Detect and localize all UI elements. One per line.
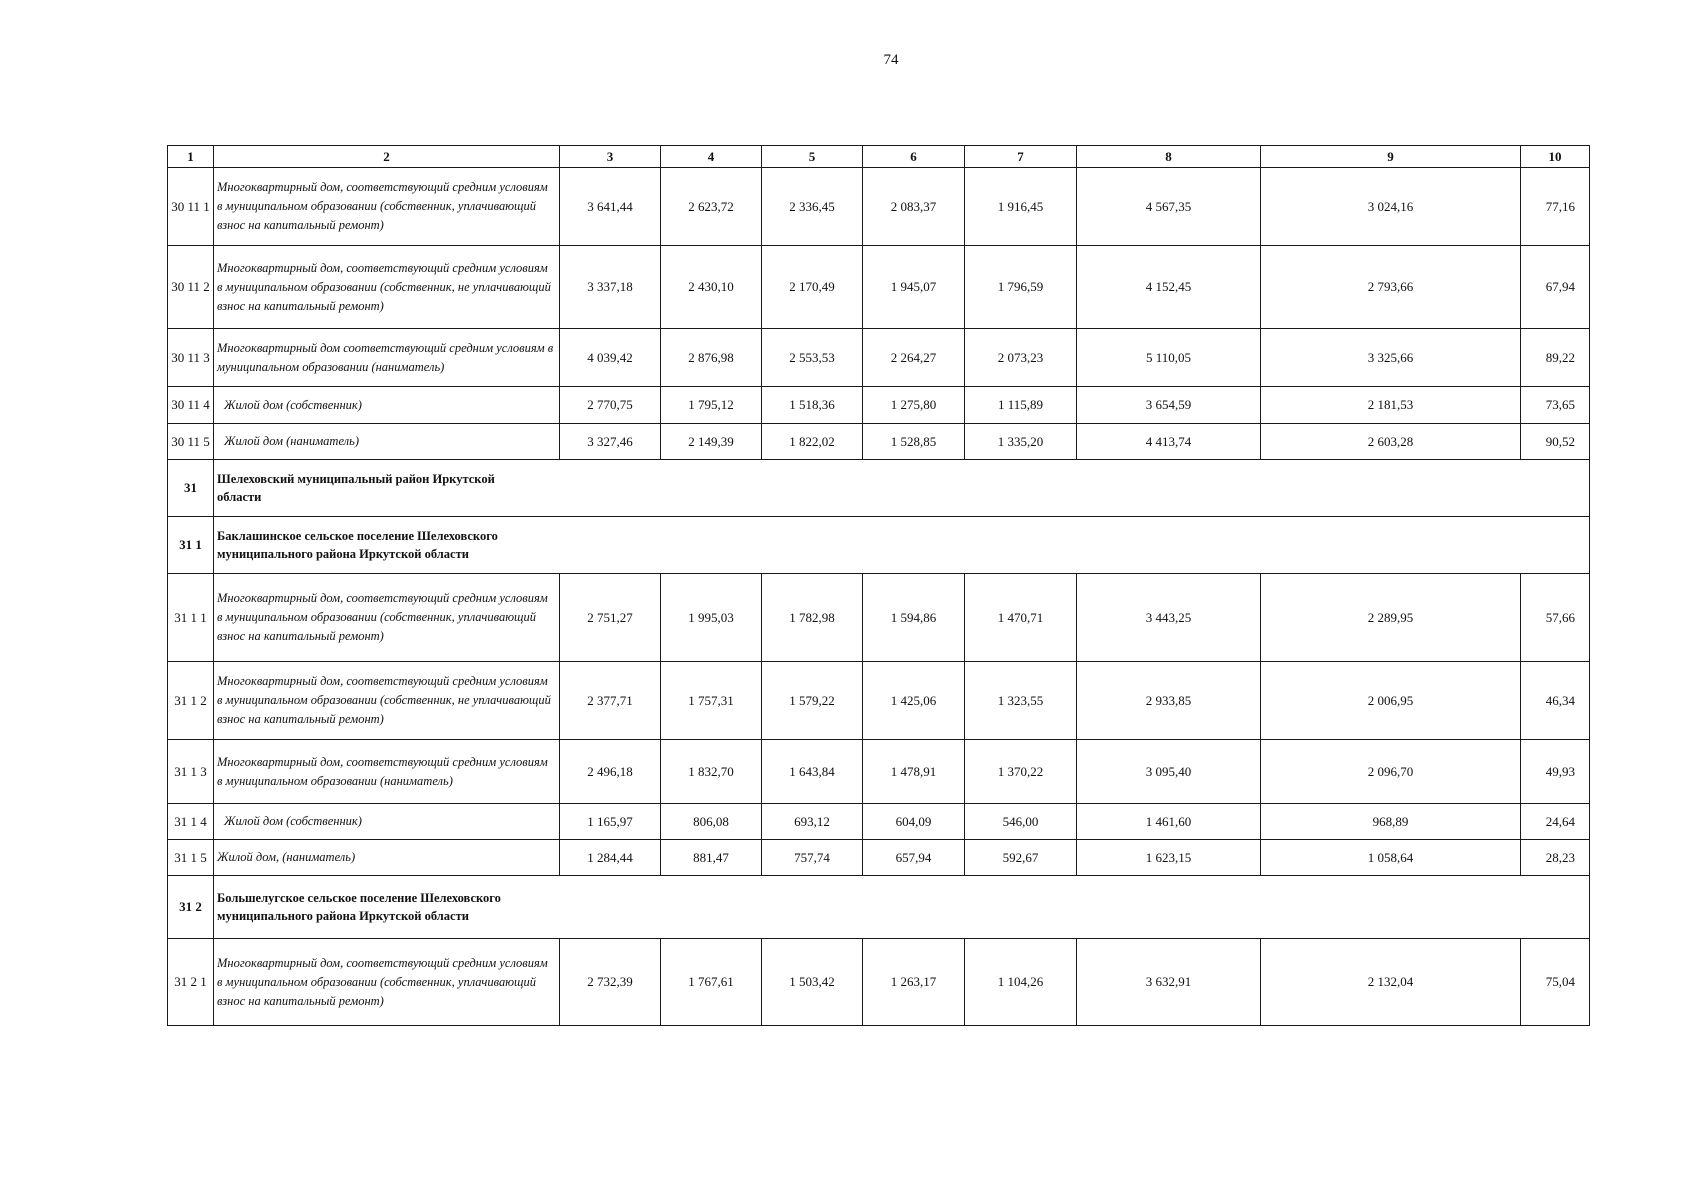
- column-header: 4: [661, 146, 762, 168]
- value-cell: 3 325,66: [1261, 329, 1521, 387]
- value-cell: 75,04: [1521, 939, 1590, 1026]
- row-name: Многоквартирный дом, соответствующий средним условиям в муниципальном образовании (собственник, не уплачивающий взнос на капитальный ремонт): [214, 246, 560, 329]
- value-cell: 2 770,75: [560, 387, 661, 424]
- row-code: 31 1 5: [168, 840, 214, 876]
- value-cell: 1 503,42: [762, 939, 863, 1026]
- value-cell: 46,34: [1521, 662, 1590, 740]
- value-cell: 2 132,04: [1261, 939, 1521, 1026]
- value-cell: 2 496,18: [560, 740, 661, 804]
- value-cell: 2 170,49: [762, 246, 863, 329]
- table-row: [168, 329, 1590, 387]
- value-cell: 1 104,26: [965, 939, 1077, 1026]
- row-name: Многоквартирный дом, соответствующий средним условиям в муниципальном образовании (собственник, уплачивающий взнос на капитальный ремонт): [214, 168, 560, 246]
- row-name: Жилой дом (наниматель): [214, 424, 560, 460]
- value-cell: 24,64: [1521, 804, 1590, 840]
- value-cell: 2 623,72: [661, 168, 762, 246]
- row-name: Жилой дом, (наниматель): [214, 840, 560, 876]
- column-header: 10: [1521, 146, 1590, 168]
- tariff-table: [167, 145, 1590, 1026]
- value-cell: 592,67: [965, 840, 1077, 876]
- value-cell: 4 152,45: [1077, 246, 1261, 329]
- section-title-cell: [214, 460, 1590, 517]
- table-row: [168, 804, 1590, 840]
- row-code: 31 1 2: [168, 662, 214, 740]
- row-code: 31 1 3: [168, 740, 214, 804]
- value-cell: 546,00: [965, 804, 1077, 840]
- page-number: 74: [883, 52, 899, 68]
- row-name: Многоквартирный дом, соответствующий средним условиям в муниципальном образовании (собственник, уплачивающий взнос на капитальный ремонт): [214, 574, 560, 662]
- value-cell: 2 876,98: [661, 329, 762, 387]
- value-cell: 5 110,05: [1077, 329, 1261, 387]
- value-cell: 77,16: [1521, 168, 1590, 246]
- table-row: [168, 574, 1590, 662]
- value-cell: 3 641,44: [560, 168, 661, 246]
- column-header: 3: [560, 146, 661, 168]
- section-row: [168, 517, 1590, 574]
- value-cell: 2 006,95: [1261, 662, 1521, 740]
- value-cell: 2 603,28: [1261, 424, 1521, 460]
- table-row: [168, 740, 1590, 804]
- section-title: Большелугское сельское поселение Шелеховского муниципального района Иркутской области: [217, 891, 501, 923]
- row-code: 30 11 3: [168, 329, 214, 387]
- value-cell: 3 632,91: [1077, 939, 1261, 1026]
- row-code: 31 1: [168, 517, 214, 574]
- row-code: 30 11 1: [168, 168, 214, 246]
- value-cell: 3 443,25: [1077, 574, 1261, 662]
- value-cell: 881,47: [661, 840, 762, 876]
- value-cell: 1 284,44: [560, 840, 661, 876]
- value-cell: 1 822,02: [762, 424, 863, 460]
- row-name: Многоквартирный дом, соответствующий средним условиям в муниципальном образовании (собственник, уплачивающий взнос на капитальный ремонт): [214, 939, 560, 1026]
- value-cell: 2 793,66: [1261, 246, 1521, 329]
- value-cell: 89,22: [1521, 329, 1590, 387]
- section-title: Шелеховский муниципальный район Иркутской области: [217, 472, 495, 504]
- value-cell: 1 323,55: [965, 662, 1077, 740]
- value-cell: 757,74: [762, 840, 863, 876]
- value-cell: 2 083,37: [863, 168, 965, 246]
- value-cell: 2 289,95: [1261, 574, 1521, 662]
- value-cell: 968,89: [1261, 804, 1521, 840]
- table-row: [168, 662, 1590, 740]
- table-row: [168, 840, 1590, 876]
- row-code: 30 11 4: [168, 387, 214, 424]
- column-header-row: [168, 146, 1590, 168]
- value-cell: 693,12: [762, 804, 863, 840]
- value-cell: 1 594,86: [863, 574, 965, 662]
- row-name: Многоквартирный дом, соответствующий средним условиям в муниципальном образовании (собственник, не уплачивающий взнос на капитальный ремонт): [214, 662, 560, 740]
- value-cell: 3 654,59: [1077, 387, 1261, 424]
- row-name: Многоквартирный дом соответствующий средним условиям в муниципальном образовании (наниматель): [214, 329, 560, 387]
- column-header: 6: [863, 146, 965, 168]
- value-cell: 1 643,84: [762, 740, 863, 804]
- value-cell: 2 181,53: [1261, 387, 1521, 424]
- value-cell: 2 149,39: [661, 424, 762, 460]
- value-cell: 2 751,27: [560, 574, 661, 662]
- section-row: [168, 460, 1590, 517]
- value-cell: 604,09: [863, 804, 965, 840]
- value-cell: 1 579,22: [762, 662, 863, 740]
- column-header: 9: [1261, 146, 1521, 168]
- value-cell: 49,93: [1521, 740, 1590, 804]
- value-cell: 1 470,71: [965, 574, 1077, 662]
- row-code: 31 2: [168, 876, 214, 939]
- value-cell: 1 425,06: [863, 662, 965, 740]
- value-cell: 1 916,45: [965, 168, 1077, 246]
- value-cell: 1 370,22: [965, 740, 1077, 804]
- column-header: 7: [965, 146, 1077, 168]
- section-row: [168, 876, 1590, 939]
- value-cell: 4 413,74: [1077, 424, 1261, 460]
- table-row: [168, 387, 1590, 424]
- table-row: [168, 168, 1590, 246]
- value-cell: 806,08: [661, 804, 762, 840]
- value-cell: 1 335,20: [965, 424, 1077, 460]
- value-cell: 1 263,17: [863, 939, 965, 1026]
- value-cell: 657,94: [863, 840, 965, 876]
- value-cell: 1 478,91: [863, 740, 965, 804]
- value-cell: 4 567,35: [1077, 168, 1261, 246]
- value-cell: 67,94: [1521, 246, 1590, 329]
- value-cell: 73,65: [1521, 387, 1590, 424]
- value-cell: 2 430,10: [661, 246, 762, 329]
- value-cell: 1 518,36: [762, 387, 863, 424]
- value-cell: 1 795,12: [661, 387, 762, 424]
- value-cell: 2 073,23: [965, 329, 1077, 387]
- row-code: 31 1 4: [168, 804, 214, 840]
- value-cell: 2 336,45: [762, 168, 863, 246]
- column-header: 1: [168, 146, 214, 168]
- row-code: 30 11 2: [168, 246, 214, 329]
- value-cell: 1 115,89: [965, 387, 1077, 424]
- section-title: Баклашинское сельское поселение Шелеховского муниципального района Иркутской области: [217, 529, 498, 561]
- row-name: Жилой дом (собственник): [214, 387, 560, 424]
- value-cell: 1 528,85: [863, 424, 965, 460]
- column-header: 5: [762, 146, 863, 168]
- value-cell: 3 095,40: [1077, 740, 1261, 804]
- row-code: 31 1 1: [168, 574, 214, 662]
- value-cell: 2 732,39: [560, 939, 661, 1026]
- table-body: [168, 146, 1590, 1026]
- value-cell: 1 461,60: [1077, 804, 1261, 840]
- value-cell: 3 337,18: [560, 246, 661, 329]
- table-row: [168, 939, 1590, 1026]
- value-cell: 1 757,31: [661, 662, 762, 740]
- value-cell: 3 327,46: [560, 424, 661, 460]
- value-cell: 3 024,16: [1261, 168, 1521, 246]
- value-cell: 1 165,97: [560, 804, 661, 840]
- row-name: Жилой дом (собственник): [214, 804, 560, 840]
- value-cell: 2 264,27: [863, 329, 965, 387]
- section-title-cell: [214, 517, 1590, 574]
- row-name: Многоквартирный дом, соответствующий средним условиям в муниципальном образовании (наниматель): [214, 740, 560, 804]
- value-cell: 1 058,64: [1261, 840, 1521, 876]
- row-code: 30 11 5: [168, 424, 214, 460]
- value-cell: 1 995,03: [661, 574, 762, 662]
- row-code: 31 2 1: [168, 939, 214, 1026]
- value-cell: 90,52: [1521, 424, 1590, 460]
- value-cell: 1 767,61: [661, 939, 762, 1026]
- value-cell: 2 096,70: [1261, 740, 1521, 804]
- section-title-cell: [214, 876, 1590, 939]
- column-header: 2: [214, 146, 560, 168]
- column-header: 8: [1077, 146, 1261, 168]
- value-cell: 1 275,80: [863, 387, 965, 424]
- value-cell: 1 782,98: [762, 574, 863, 662]
- value-cell: 2 377,71: [560, 662, 661, 740]
- value-cell: 28,23: [1521, 840, 1590, 876]
- value-cell: 2 933,85: [1077, 662, 1261, 740]
- value-cell: 4 039,42: [560, 329, 661, 387]
- value-cell: 1 832,70: [661, 740, 762, 804]
- value-cell: 57,66: [1521, 574, 1590, 662]
- value-cell: 2 553,53: [762, 329, 863, 387]
- value-cell: 1 796,59: [965, 246, 1077, 329]
- row-code: 31: [168, 460, 214, 517]
- table-row: [168, 424, 1590, 460]
- table-row: [168, 246, 1590, 329]
- value-cell: 1 945,07: [863, 246, 965, 329]
- value-cell: 1 623,15: [1077, 840, 1261, 876]
